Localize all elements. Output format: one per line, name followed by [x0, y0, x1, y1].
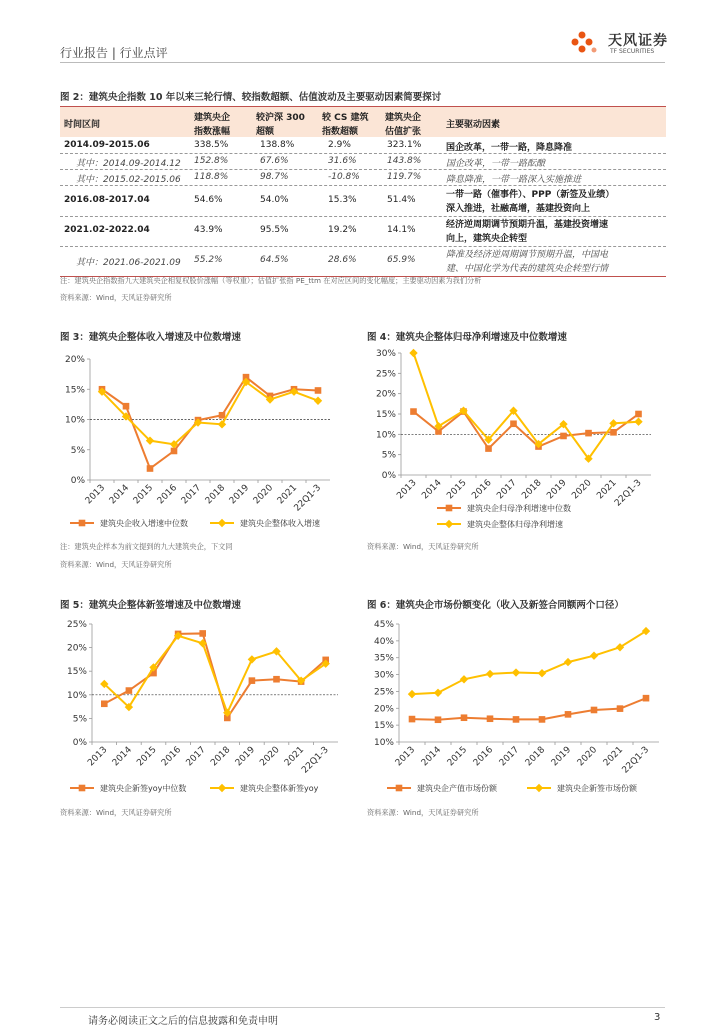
data-point	[218, 420, 226, 428]
row-vs-cs: 19.2%	[328, 225, 357, 235]
header-vs-hs300-1: 较沪深 300	[256, 113, 305, 123]
x-tick-label: 2017	[179, 483, 204, 507]
row-index-gain: 55.2%	[194, 255, 223, 265]
data-point	[460, 675, 468, 683]
x-tick-label: 2021	[275, 483, 300, 507]
fig3-source: 资料来源：Wind，天风证券研究所	[60, 560, 172, 569]
x-tick-label: 2013	[83, 483, 108, 507]
table-row	[60, 169, 666, 185]
x-tick-label: 2019	[227, 483, 252, 507]
row-driver: 国企改革，一带一路，降息降准	[446, 143, 573, 153]
y-tick-label: 30%	[373, 670, 394, 681]
x-tick-label: 2019	[545, 478, 569, 502]
y-tick-label: 35%	[373, 653, 394, 664]
legend-label: 建筑央企整体收入增速	[240, 519, 320, 528]
y-tick-label: 20%	[66, 643, 87, 654]
data-point	[635, 411, 642, 418]
logo-text-en: TF SECURITIES	[610, 48, 655, 55]
fig3-note: 注：建筑央企样本为前文提到的九大建筑央企，下文同	[60, 542, 233, 551]
x-tick-label: 2013	[393, 745, 418, 769]
x-tick-label: 22Q1-3	[620, 745, 652, 776]
y-tick-label: 40%	[373, 636, 394, 647]
x-tick-label: 2019	[549, 745, 574, 769]
data-point	[410, 408, 417, 415]
fig5-chart	[60, 614, 350, 802]
header-vs-hs300-2: 超额	[256, 127, 275, 137]
y-tick-label: 25%	[66, 620, 87, 630]
table-row	[60, 137, 666, 153]
y-tick-label: 0%	[381, 471, 396, 481]
data-point	[565, 711, 572, 718]
series-line	[412, 631, 646, 694]
header-drivers: 主要驱动因素	[446, 120, 501, 130]
row-vs-hs300: 98.7%	[260, 172, 289, 182]
data-point	[617, 705, 624, 712]
row-vs-cs: -10.8%	[328, 172, 360, 182]
legend-marker	[218, 519, 226, 527]
row-driver: 国企改革，一带一路酝酿	[446, 159, 546, 169]
header-vs-cs-1: 较 CS 建筑	[322, 113, 369, 123]
table-row	[60, 186, 666, 216]
data-point	[512, 668, 520, 676]
legend-marker	[535, 784, 543, 792]
data-point	[273, 676, 280, 683]
data-point	[510, 420, 517, 427]
row-period: 2016.08-2017.04	[64, 195, 150, 205]
x-tick-label: 2013	[86, 745, 110, 769]
y-tick-label: 0%	[72, 738, 87, 748]
fig4-chart	[367, 347, 667, 537]
row-index-gain: 118.8%	[194, 172, 229, 182]
row-valuation: 323.1%	[387, 140, 422, 150]
row-period: 其中：2021.06-2021.09	[76, 258, 181, 268]
x-tick-label: 2020	[251, 483, 276, 507]
y-tick-label: 20%	[64, 355, 85, 365]
fig5-title: 图 5：建筑央企整体新签增速及中位数增速	[60, 600, 241, 611]
page-number: 3	[654, 1012, 661, 1023]
data-point	[123, 403, 130, 410]
y-tick-label: 15%	[64, 385, 85, 396]
table-row	[60, 216, 666, 246]
fig3-chart	[60, 347, 340, 537]
y-tick-label: 15%	[66, 667, 87, 678]
x-tick-label: 2017	[184, 745, 208, 769]
x-tick-label: 2016	[471, 745, 496, 769]
data-point	[485, 445, 492, 452]
legend-marker	[445, 520, 453, 528]
x-tick-label: 2018	[523, 745, 548, 769]
fig3-title: 图 3：建筑央企整体收入增速及中位数增速	[60, 332, 241, 343]
row-period: 其中：2015.02-2015.06	[76, 175, 181, 185]
row-vs-cs: 31.6%	[328, 156, 357, 166]
y-tick-label: 30%	[375, 349, 396, 359]
data-point	[249, 677, 256, 684]
legend-label: 建筑央企收入增速中位数	[100, 519, 188, 528]
x-tick-label: 2014	[110, 745, 135, 769]
data-point	[461, 714, 468, 721]
header-index-gain-2: 指数涨幅	[194, 127, 231, 137]
legend-marker	[79, 785, 86, 792]
x-tick-label: 2020	[575, 745, 600, 769]
header-index-gain-1: 建筑央企	[194, 113, 231, 123]
x-tick-label: 2016	[470, 478, 494, 502]
row-vs-hs300: 54.0%	[260, 195, 289, 205]
data-point	[634, 418, 642, 426]
x-tick-label: 2018	[209, 745, 233, 769]
row-vs-hs300: 64.5%	[260, 255, 289, 265]
row-driver: 经济逆周期调节预期升温，基建投资增速	[446, 220, 609, 230]
row-valuation: 143.8%	[387, 156, 422, 166]
row-vs-cs: 15.3%	[328, 195, 357, 205]
row-valuation: 51.4%	[387, 195, 416, 205]
row-driver: 降息降准，一带一路深入实施推进	[446, 175, 582, 185]
data-point	[101, 700, 108, 707]
x-tick-label: 2016	[159, 745, 184, 769]
y-tick-label: 25%	[373, 687, 394, 698]
data-point	[610, 429, 617, 436]
legend-label: 建筑央企归母净利增速中位数	[467, 504, 571, 513]
data-point	[315, 387, 322, 394]
data-point	[409, 349, 417, 357]
legend-marker	[446, 505, 453, 512]
row-index-gain: 54.6%	[194, 195, 223, 205]
logo-text-cn: 天风证券	[608, 33, 668, 49]
y-tick-label: 5%	[70, 445, 85, 456]
data-point	[486, 670, 494, 678]
data-point	[126, 687, 133, 694]
row-driver-line2: 向上，建筑央企转型	[446, 234, 528, 244]
legend-label: 建筑央企产值市场份额	[417, 784, 497, 793]
fig4-source: 资料来源：Wind，天风证券研究所	[367, 542, 479, 551]
x-tick-label: 2015	[135, 745, 159, 769]
data-point	[538, 669, 546, 677]
row-vs-hs300: 67.6%	[260, 156, 289, 166]
x-tick-label: 22Q1-3	[613, 478, 644, 509]
x-tick-label: 22Q1-3	[300, 745, 331, 776]
company-logo	[570, 28, 675, 58]
row-vs-cs: 28.6%	[328, 255, 357, 265]
data-point	[409, 716, 416, 723]
header-valuation-1: 建筑央企	[385, 113, 422, 123]
row-period: 其中：2014.09-2014.12	[76, 159, 181, 169]
data-point	[590, 651, 598, 659]
x-tick-label: 2018	[203, 483, 228, 507]
data-point	[171, 448, 178, 455]
legend-marker	[218, 784, 226, 792]
report-category: 行业报告 | 行业点评	[60, 46, 168, 60]
row-index-gain: 338.5%	[194, 140, 229, 150]
y-tick-label: 10%	[375, 430, 396, 441]
row-driver: 一带一路（催事件）、PPP（新签及业绩）	[446, 190, 615, 200]
y-tick-label: 5%	[381, 450, 396, 461]
table-row	[60, 246, 666, 276]
legend-marker	[79, 520, 86, 527]
data-point	[435, 716, 442, 723]
data-point	[199, 630, 206, 637]
y-tick-label: 10%	[64, 415, 85, 426]
x-tick-label: 2016	[155, 483, 180, 507]
x-tick-label: 2021	[595, 478, 619, 502]
x-tick-label: 2015	[131, 483, 156, 507]
header-divider	[60, 62, 665, 63]
row-driver: 降准及经济逆周期调节预期升温，中国电	[446, 250, 609, 260]
series-line	[412, 698, 646, 720]
data-point	[564, 658, 572, 666]
row-index-gain: 43.9%	[194, 225, 223, 235]
x-tick-label: 2014	[420, 478, 444, 502]
legend-label: 建筑央企新签yoy中位数	[100, 784, 187, 793]
legend-label: 建筑央企新签市场份额	[557, 784, 637, 793]
table-note: 注：建筑央企指数指九大建筑央企相复权股价涨幅（等权重）；估值扩张指 PE_ttm 在对应区间的变化幅度；主要驱动因素为我们分析	[60, 276, 482, 285]
x-tick-label: 2015	[445, 478, 469, 502]
fig4-title: 图 4：建筑央企整体归母净利增速及中位数增速	[367, 332, 567, 343]
data-point	[314, 397, 322, 405]
x-tick-label: 2021	[282, 745, 307, 769]
series-line	[414, 353, 639, 459]
x-tick-label: 2017	[497, 745, 522, 769]
x-tick-label: 2020	[570, 478, 594, 502]
series-line	[414, 412, 639, 449]
x-tick-label: 2021	[601, 745, 626, 769]
y-tick-label: 20%	[375, 389, 396, 400]
header-valuation-2: 估值扩张	[385, 127, 422, 137]
data-point	[147, 465, 154, 472]
y-tick-label: 10%	[373, 738, 394, 748]
row-driver-line2: 深入推进，社融高增，基建投资向上	[446, 204, 591, 214]
x-tick-label: 22Q1-3	[292, 483, 324, 514]
footer-divider	[60, 1007, 665, 1008]
data-point	[248, 655, 256, 663]
data-point	[434, 689, 442, 697]
row-vs-hs300: 138.8%	[260, 140, 295, 150]
y-tick-label: 10%	[66, 690, 87, 701]
table-title: 图 2：建筑央企指数 10 年以来三轮行情、较指数超额、估值波动及主要驱动因素简要探讨	[60, 92, 442, 103]
data-point	[643, 695, 650, 702]
x-tick-label: 2019	[233, 745, 258, 769]
data-point	[539, 716, 546, 723]
row-valuation: 119.7%	[387, 172, 422, 182]
fig6-source: 资料来源：Wind，天风证券研究所	[367, 808, 479, 817]
table-header-row	[60, 106, 666, 137]
y-tick-label: 0%	[70, 476, 85, 486]
header-period: 时间区间	[64, 120, 101, 130]
data-point	[560, 433, 567, 440]
fig5-source: 资料来源：Wind，天风证券研究所	[60, 808, 172, 817]
x-tick-label: 2017	[495, 478, 519, 502]
y-tick-label: 20%	[373, 704, 394, 715]
data-point	[219, 412, 226, 419]
row-valuation: 65.9%	[387, 255, 416, 265]
data-point	[408, 690, 416, 698]
x-tick-label: 2013	[395, 478, 419, 502]
disclaimer-text: 请务必阅读正文之后的信息披露和免责申明	[88, 1016, 278, 1027]
x-tick-label: 2018	[520, 478, 544, 502]
data-point	[585, 430, 592, 437]
row-vs-cs: 2.9%	[328, 140, 351, 150]
legend-label: 建筑央企整体归母净利增速	[467, 520, 563, 529]
legend-label: 建筑央企整体新签yoy	[240, 784, 319, 793]
y-tick-label: 45%	[373, 620, 394, 630]
logo-icon	[570, 28, 604, 58]
y-tick-label: 15%	[373, 721, 394, 732]
y-tick-label: 25%	[375, 369, 396, 380]
x-tick-label: 2015	[445, 745, 470, 769]
row-index-gain: 152.8%	[194, 156, 229, 166]
row-period: 2021.02-2022.04	[64, 225, 150, 235]
fig6-title: 图 6：建筑央企市场份额变化（收入及新签合同额两个口径）	[367, 600, 624, 611]
legend-marker	[396, 785, 403, 792]
header-vs-cs-2: 指数超额	[322, 127, 359, 137]
y-tick-label: 15%	[375, 410, 396, 420]
row-period: 2014.09-2015.06	[64, 140, 150, 150]
row-driver-line2: 建、中国化学为代表的建筑央企转型行情	[446, 264, 609, 274]
y-tick-label: 5%	[72, 714, 87, 725]
data-point	[513, 716, 520, 723]
row-vs-hs300: 95.5%	[260, 225, 289, 235]
x-tick-label: 2014	[419, 745, 444, 769]
table-row	[60, 153, 666, 169]
x-tick-label: 2014	[107, 483, 132, 507]
data-point	[487, 715, 494, 722]
table-source: 资料来源：Wind，天风证券研究所	[60, 293, 172, 302]
data-point	[591, 707, 598, 714]
x-tick-label: 2020	[258, 745, 282, 769]
fig6-chart	[367, 614, 667, 802]
row-valuation: 14.1%	[387, 225, 416, 235]
